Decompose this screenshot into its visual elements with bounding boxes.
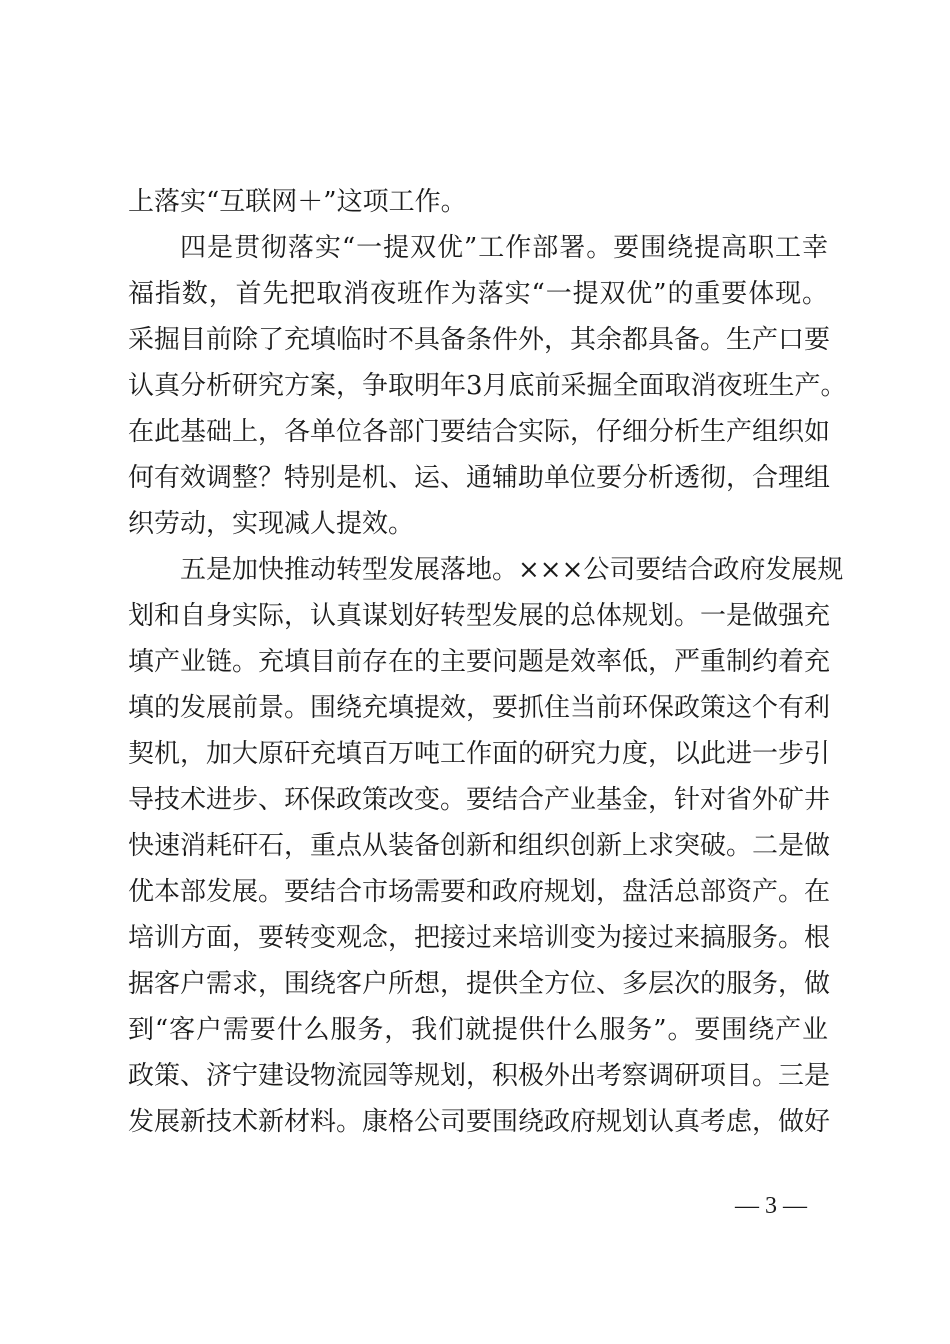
text-line: 福指数，首先把取消夜班作为落实“一提双优”的重要体现。 [128, 279, 828, 309]
text-line: 到“客户需要什么服务，我们就提供什么服务”。要围绕产业 [128, 1015, 828, 1045]
text-line: 快速消耗矸石，重点从装备创新和组织创新上求突破。二是做 [128, 831, 831, 861]
text-line: 填的发展前景。围绕充填提效，要抓住当前环保政策这个有利 [128, 693, 831, 723]
text-line: 在此基础上，各单位各部门要结合实际，仔细分析生产组织如 [128, 417, 831, 447]
paragraph-first-line: 四是贯彻落实“一提双优”工作部署。要围绕提高职工幸 [180, 233, 828, 263]
text-line: 何有效调整？特别是机、运、通辅助单位要分析透彻，合理组 [128, 463, 831, 493]
page-number: — 3 — [735, 1193, 807, 1219]
text-line: 发展新技术新材料。康格公司要围绕政府规划认真考虑，做好 [128, 1107, 831, 1137]
text-line: 据客户需求，围绕客户所想，提供全方位、多层次的服务，做 [128, 969, 831, 999]
text-line: 政策、济宁建设物流园等规划，积极外出考察调研项目。三是 [128, 1061, 831, 1091]
text-line: 划和自身实际，认真谋划好转型发展的总体规划。一是做强充 [128, 601, 831, 631]
text-line: 采掘目前除了充填临时不具备条件外，其余都具备。生产口要 [128, 325, 831, 355]
text-line: 导技术进步、环保政策改变。要结合产业基金，针对省外矿井 [128, 785, 831, 815]
text-line: 契机，加大原矸充填百万吨工作面的研究力度，以此进一步引 [128, 739, 831, 769]
text-line: 培训方面，要转变观念，把接过来培训变为接过来搞服务。根 [128, 923, 831, 953]
text-line: 认真分析研究方案，争取明年3月底前采掘全面取消夜班生产。 [128, 371, 847, 401]
text-line: 填产业链。充填目前存在的主要问题是效率低，严重制约着充 [128, 647, 831, 677]
text-line: 优本部发展。要结合市场需要和政府规划，盘活总部资产。在 [128, 877, 831, 907]
text-line: 织劳动，实现减人提效。 [128, 509, 415, 539]
text-line: 上落实“互联网＋”这项工作。 [128, 187, 467, 217]
paragraph-first-line: 五是加快推动转型发展落地。×××公司要结合政府发展规 [180, 555, 844, 585]
